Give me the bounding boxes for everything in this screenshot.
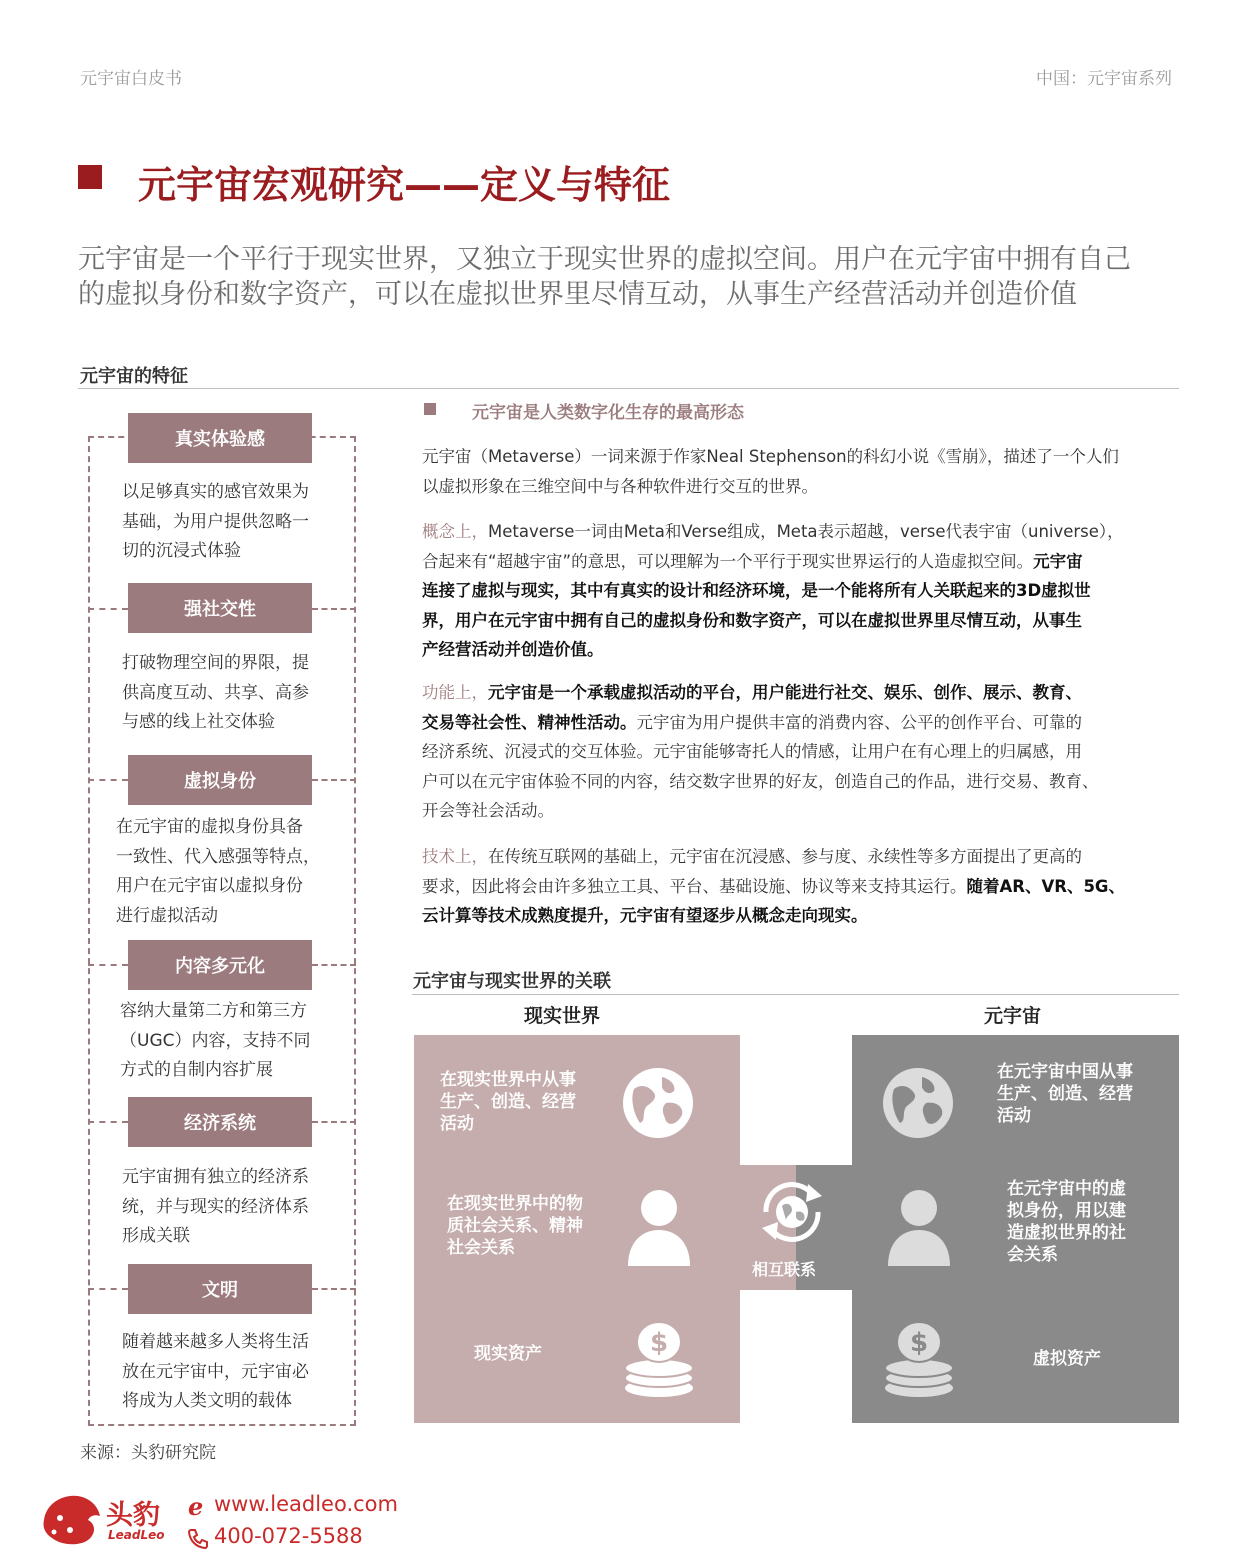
feature-line: 与感的线上社交体验 [122, 712, 275, 732]
text-line: 生产、创造、经营 [440, 1092, 576, 1112]
paragraph-function [422, 678, 1192, 826]
web-icon [186, 1495, 210, 1519]
divider [312, 1121, 356, 1123]
person-icon [624, 1188, 694, 1266]
feature-line: 统，并与现实的经济体系 [122, 1196, 309, 1217]
text-run: 元宇宙是一个承载虚拟活动的平台，用户能进行社交、娱乐、创作、展示、教育、 [488, 683, 1082, 702]
para-line [422, 547, 1192, 577]
real-world-heading: 现实世界 [524, 1005, 601, 1027]
feature-line: 随着越来越多人类将生活 [122, 1332, 309, 1352]
feature-description [122, 478, 309, 567]
divider [312, 964, 356, 966]
svg-text:$: $ [649, 1328, 669, 1358]
text-run: 合起来有“超越宇宙”的意思，可以理解为一个平行于现实世界运行的人造虚拟空间。 [422, 551, 1034, 571]
feature-title: 虚拟身份 [128, 755, 312, 805]
feature-title: 真实体验感 [128, 413, 312, 463]
feature-line: 进行虚拟活动 [116, 905, 218, 926]
text-line: 活动 [997, 1106, 1031, 1126]
para-line: 以虚拟形象在三维空间中与各种软件进行交互的世界。 [422, 476, 818, 496]
source-note: 来源：头豹研究院 [80, 1443, 216, 1463]
divider [88, 964, 128, 966]
phone-icon [186, 1527, 210, 1551]
svg-text:$: $ [909, 1328, 929, 1358]
meta-activity-text [997, 1061, 1133, 1127]
text-line: 造虚拟世界的社 [1007, 1223, 1126, 1243]
svg-text:e: e [188, 1495, 204, 1519]
doc-category-label: 中国：元宇宙系列 [1036, 69, 1172, 89]
text-run: 随着AR、VR、5G、 [966, 876, 1125, 896]
section-divider [412, 994, 1179, 995]
text-line: 拟身份，用以建 [1007, 1201, 1126, 1221]
divider [88, 1288, 128, 1290]
intro-line: 的虚拟身份和数字资产，可以在虚拟世界里尽情互动，从事生产经营活动并创造价值 [78, 279, 1077, 310]
text-line: 生产、创造、经营 [997, 1084, 1133, 1104]
feature-line: 供高度互动、共享、高参 [122, 682, 309, 703]
brand-name: 头豹 [106, 1500, 160, 1531]
text-line: 在元宇宙中国从事 [997, 1062, 1133, 1082]
section-divider [78, 388, 1179, 389]
page-title: 元宇宙宏观研究——定义与特征 [138, 163, 671, 207]
title-bullet [78, 165, 102, 189]
paragraph-technology [422, 842, 1192, 931]
text-line: 活动 [440, 1114, 474, 1134]
intro-line: 元宇宙是一个平行于现实世界，又独立于现实世界的虚拟空间。用户在元宇宙中拥有自己 [78, 244, 1131, 275]
relation-label: 元宇宙与现实世界的关联 [413, 971, 611, 992]
feature-line: 切的沉浸式体验 [122, 541, 241, 561]
mutual-link-label: 相互联系 [752, 1260, 817, 1279]
feature-line: 元宇宙拥有独立的经济系 [122, 1167, 309, 1187]
text-line: 社会关系 [447, 1238, 515, 1258]
website-link[interactable]: www.leadleo.com [214, 1492, 398, 1516]
para-line: 连接了虚拟与现实，其中有真实的设计和经济环境，是一个能将所有人关联起来的3D虚拟世 [422, 581, 1091, 600]
text-line: 会关系 [1007, 1245, 1058, 1265]
paragraph-concept [422, 517, 1192, 665]
divider [88, 608, 128, 610]
feature-line: 方式的自制内容扩展 [120, 1060, 273, 1080]
doc-series-label: 元宇宙白皮书 [80, 69, 182, 89]
text-run: 交易等社会性、精神性活动。 [422, 712, 637, 732]
metaverse-heading: 元宇宙 [984, 1005, 1042, 1027]
subtitle-bullet [424, 403, 436, 415]
text-run: Metaverse一词由Meta和Verse组成，Meta表示超越，verse代表宇宙（universe）， [488, 522, 1124, 541]
para-line: 云计算等技术成熟度提升，元宇宙有望逐步从概念走向现实。 [422, 906, 868, 925]
feature-title: 经济系统 [128, 1097, 312, 1147]
feature-description [120, 997, 311, 1086]
feature-title: 文明 [128, 1264, 312, 1314]
feature-line: 形成关联 [122, 1226, 190, 1246]
para-line: 元宇宙（Metaverse）一词来源于作家Neal Stephenson的科幻小说《雪崩》，描述了一个人们 [422, 447, 1119, 466]
real-assets-text: 现实资产 [474, 1344, 542, 1364]
text-run: 元宇宙为用户提供丰富的消费内容、公平的创作平台、可靠的 [636, 712, 1082, 732]
text-line: 质社会关系、精神 [447, 1216, 583, 1236]
text-line: 在现实世界中从事 [440, 1070, 576, 1090]
keyword: 功能上， [422, 683, 488, 702]
feature-line: 将成为人类文明的载体 [122, 1391, 292, 1411]
keyword: 技术上， [422, 847, 488, 866]
para-line [422, 708, 1192, 738]
globe-icon [880, 1065, 956, 1141]
para-line [422, 517, 1192, 547]
para-line [422, 842, 1192, 872]
real-relations-text [447, 1193, 583, 1259]
coins-icon [622, 1320, 696, 1398]
globe-icon [620, 1065, 696, 1141]
feature-title: 内容多元化 [128, 940, 312, 990]
feature-description [122, 649, 309, 738]
text-run: 要求，因此将会由许多独立工具、平台、基础设施、协议等来支持其运行。 [422, 876, 967, 896]
phone-number: 400-072-5588 [214, 1524, 363, 1548]
para-line: 界，用户在元宇宙中拥有自己的虚拟身份和数字资产，可以在虚拟世界里尽情互动，从事生 [422, 610, 1082, 630]
meta-assets-text: 虚拟资产 [1033, 1349, 1101, 1369]
para-line [422, 678, 1192, 708]
feature-line: （UGC）内容，支持不同 [120, 1030, 311, 1051]
text-run: 元宇宙 [1033, 551, 1083, 571]
features-label: 元宇宙的特征 [80, 366, 188, 387]
feature-description [122, 1328, 309, 1417]
divider [88, 779, 128, 781]
feature-line: 一致性、代入感强等特点， [116, 846, 320, 867]
feature-title: 强社交性 [128, 583, 312, 633]
leopard-logo-icon [40, 1490, 102, 1546]
text-line: 在元宇宙中的虚 [1007, 1179, 1126, 1199]
para-line: 户可以在元宇宙体验不同的内容，结交数字世界的好友，创造自己的作品，进行交易、教育、 [422, 771, 1099, 791]
para-line [422, 872, 1192, 902]
para-line: 开会等社会活动。 [422, 801, 554, 820]
divider [312, 608, 356, 610]
feature-description [116, 813, 320, 931]
text-line: 在现实世界中的物 [447, 1194, 583, 1214]
person-icon [884, 1188, 954, 1266]
para-line: 经济系统、沉浸式的交互体验。元宇宙能够寄托人的情感，让用户在有心理上的归属感，用 [422, 742, 1082, 761]
coins-icon [882, 1320, 956, 1398]
intro-text [78, 242, 1188, 312]
feature-line: 以足够真实的感官效果为 [122, 482, 309, 502]
feature-description [122, 1163, 309, 1252]
divider [312, 779, 356, 781]
para-line: 产经营活动并创造价值。 [422, 640, 604, 659]
keyword: 概念上， [422, 522, 488, 541]
feature-line: 容纳大量第二方和第三方 [120, 1001, 307, 1021]
divider [312, 1288, 356, 1290]
definition-subtitle: 元宇宙是人类数字化生存的最高形态 [472, 403, 744, 423]
exchange-icon [752, 1172, 832, 1252]
divider [88, 1121, 128, 1123]
paragraph-origin [422, 442, 1192, 501]
feature-line: 基础，为用户提供忽略一 [122, 511, 309, 532]
meta-identity-text [1007, 1178, 1126, 1266]
text-run: 在传统互联网的基础上，元宇宙在沉浸感、参与度、永续性等多方面提出了更高的 [488, 847, 1082, 866]
feature-line: 用户在元宇宙以虚拟身份 [116, 876, 303, 896]
feature-line: 放在元宇宙中，元宇宙必 [122, 1361, 309, 1382]
feature-line: 在元宇宙的虚拟身份具备 [116, 817, 303, 837]
feature-line: 打破物理空间的界限，提 [122, 653, 309, 673]
brand-name-en: LeadLeo [108, 1528, 165, 1542]
real-activity-text [440, 1069, 576, 1135]
